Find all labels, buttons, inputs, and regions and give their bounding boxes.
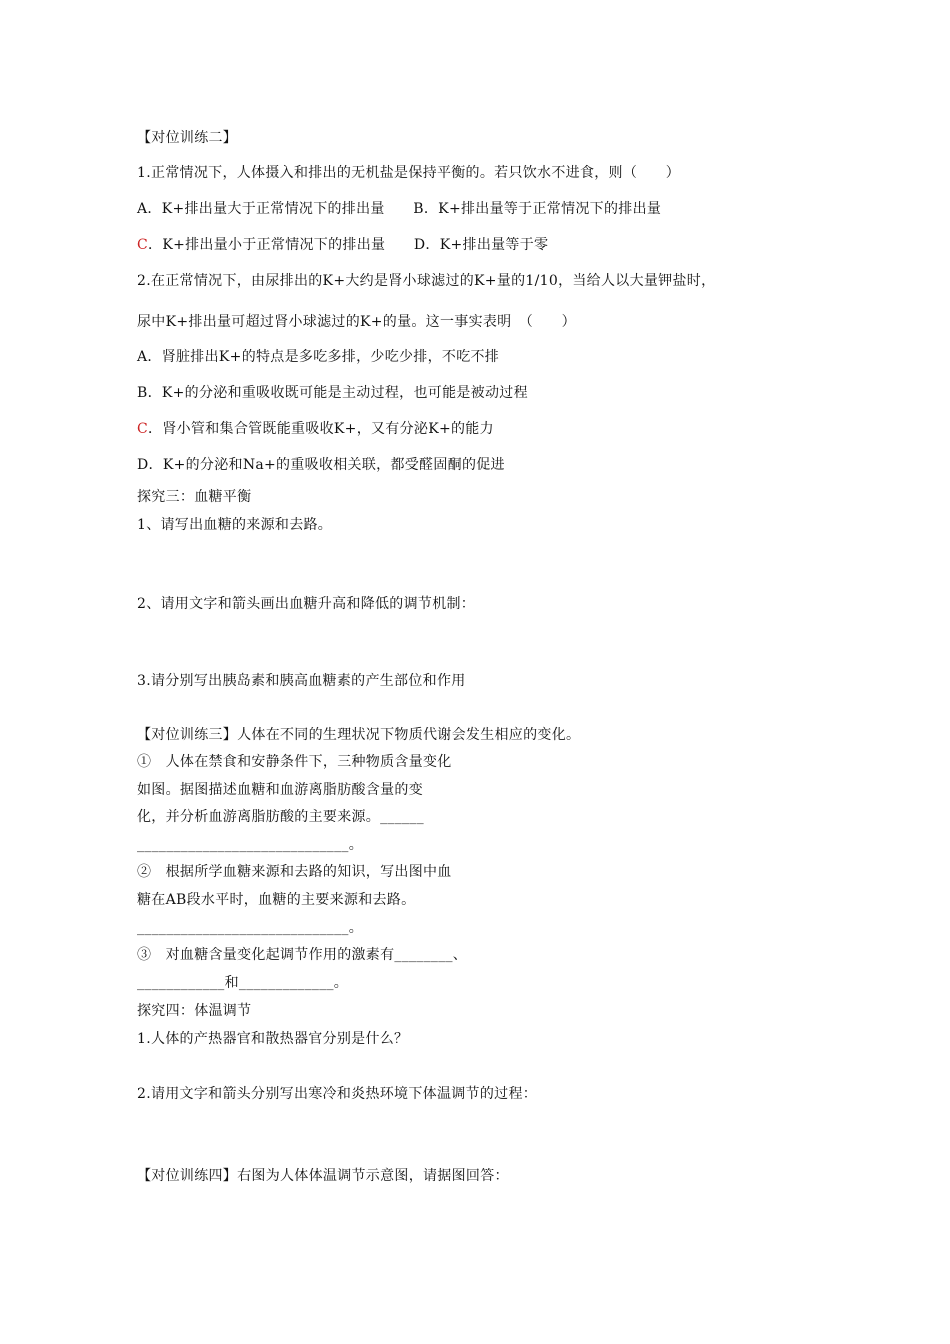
answer-mark-c: C [137, 421, 149, 437]
question-1-options-ab: A．K+排出量大于正常情况下的排出量 B．K+排出量等于正常情况下的排出量 [137, 201, 662, 217]
explore-4-question-2: 2.请用文字和箭头分别写出寒冷和炎热环境下体温调节的过程： [137, 1086, 538, 1102]
section-heading-explore-4: 探究四：体温调节 [137, 1003, 252, 1019]
explore-3-question-3: 3.请分别写出胰岛素和胰高血糖素的产生部位和作用 [137, 673, 466, 689]
training-3-part1-line2: 如图。据图描述血糖和血游离脂肪酸含量的变 [137, 782, 423, 798]
question-1-options-cd [137, 235, 548, 255]
question-2-option-d: D．K+的分泌和Na+的重吸收相关联，都受醛固酮的促进 [137, 457, 505, 473]
section-heading-explore-3: 探究三：血糖平衡 [137, 489, 252, 505]
training-3-part1-line1: ① 人体在禁食和安静条件下，三种物质含量变化 [137, 754, 452, 770]
training-3-part2-line2: 糖在AB段水平时，血糖的主要来源和去路。 [137, 892, 416, 908]
section-heading-training-4: 【对位训练四】右图为人体体温调节示意图，请据图回答： [137, 1168, 509, 1184]
training-3-part2-line1: ② 根据所学血糖来源和去路的知识，写出图中血 [137, 864, 452, 880]
answer-mark-c: C [137, 237, 149, 253]
question-2-option-b: B．K+的分泌和重吸收既可能是主动过程，也可能是被动过程 [137, 385, 528, 401]
training-3-part2-blank: _____________________________。 [137, 920, 363, 936]
training-3-part1-line3: 化，并分析血游离脂肪酸的主要来源。______ [137, 809, 424, 825]
question-2-stem-line1: 2.在正常情况下，由尿排出的K+大约是肾小球滤过的K+量的1/10，当给人以大量钾盐时， [137, 273, 716, 289]
question-2-stem-line2: 尿中K+排出量可超过肾小球滤过的K+的量。这一事实表明 （ ） [137, 314, 576, 330]
training-3-part3-line1: ③ 对血糖含量变化起调节作用的激素有________、 [137, 947, 468, 963]
section-heading-training-2: 【对位训练二】 [137, 130, 238, 146]
explore-3-question-2: 2、请用文字和箭头画出血糖升高和降低的调节机制： [137, 596, 476, 612]
training-3-part3-line2: ____________和_____________。 [137, 975, 349, 991]
explore-4-question-1: 1.人体的产热器官和散热器官分别是什么？ [137, 1031, 409, 1047]
section-heading-training-3: 【对位训练三】人体在不同的生理状况下物质代谢会发生相应的变化。 [137, 727, 581, 743]
question-1-stem: 1.正常情况下，人体摄入和排出的无机盐是保持平衡的。若只饮水不进食，则（ ） [137, 165, 681, 181]
option-c-d-text: ．K+排出量小于正常情况下的排出量 D．K+排出量等于零 [148, 237, 549, 253]
training-3-part1-blank: _____________________________。 [137, 837, 363, 853]
option-c-text: ．肾小管和集合管既能重吸收K+，又有分泌K+的能力 [148, 421, 494, 437]
question-2-option-a: A．肾脏排出K+的特点是多吃多排，少吃少排，不吃不排 [137, 349, 500, 365]
explore-3-question-1: 1、请写出血糖的来源和去路。 [137, 517, 333, 533]
question-2-option-c [137, 419, 494, 439]
